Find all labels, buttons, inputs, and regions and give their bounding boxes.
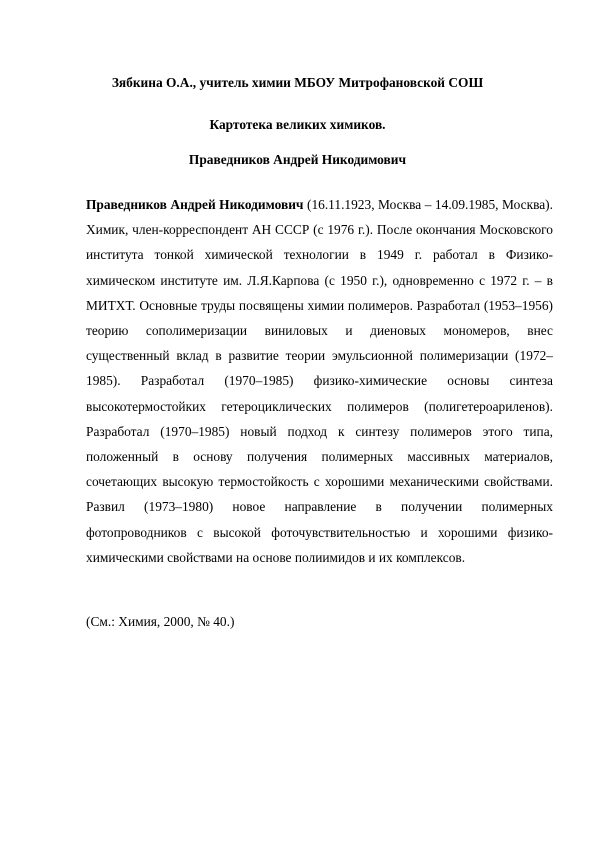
biography-lead-name: Праведников Андрей Никодимович <box>86 197 304 212</box>
biography-text: (16.11.1923, Москва – 14.09.1985, Москва). Химик, член-корреспондент АН СССР (с 1976 г.). После окончания Московского института тонкой химической технологии в 1949 г. работал в Физико-химическом институте им. Л.Я.Карпова (с 1950 г.), одновременно с 1972 г. – в МИТХТ. Основные труды посвящены химии полимеров. Разработал (1953–1956) теорию сополимеризации виниловых и диеновых мономеров, внес существенный вклад в развитие теории эмульсионной полимеризации (1972–1985). Разработал (1970–1985) физико-химические основы синтеза высокотермостойких гетероциклических полимеров (полигетероариленов). Разработал (1970–1985) новый подход к синтезу полимеров этого типа, положенный в основу получения полимерных массивных материалов, сочетающих высокую термостойкость с хорошими механическими свойствами. Развил (1973–1980) новое направление в получении полимерных фотопроводников с высокой фоточувствительностью и хорошими физико-химическими свойствами на основе полиимидов и их комплексов. <box>86 197 553 565</box>
source-citation: (См.: Химия, 2000, № 40.) <box>86 614 235 629</box>
chemist-name-heading: Праведников Андрей Никодимович <box>188 152 407 167</box>
author-line: Зябкина О.А., учитель химии МБОУ Митрофановской СОШ <box>111 75 484 90</box>
biography-paragraph <box>86 192 553 570</box>
cardfile-title: Картотека великих химиков. <box>209 117 386 132</box>
